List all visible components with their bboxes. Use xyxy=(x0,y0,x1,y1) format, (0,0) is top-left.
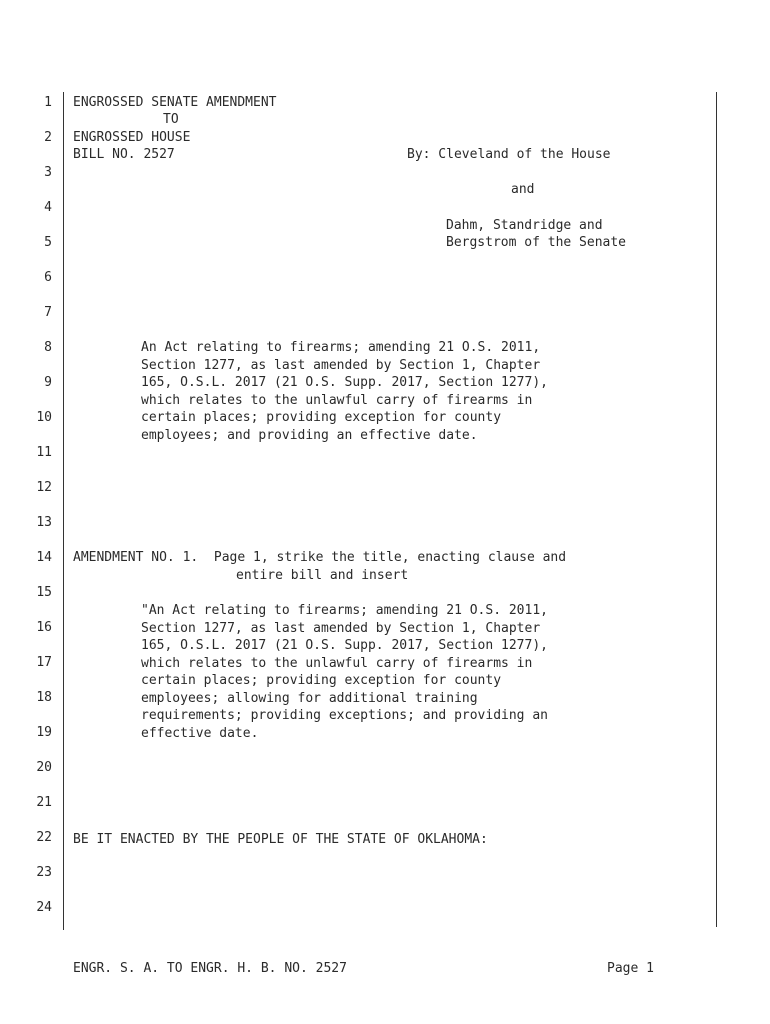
authors-and: and xyxy=(511,182,535,197)
line-number: 24 xyxy=(36,900,52,915)
line-number: 6 xyxy=(44,270,52,285)
left-margin-rule xyxy=(63,92,64,930)
line-number: 11 xyxy=(36,445,52,460)
line-number: 21 xyxy=(36,795,52,810)
line-number: 16 xyxy=(36,620,52,635)
amended-title-line: which relates to the unlawful carry of firearms in xyxy=(141,656,533,671)
footer-bill-reference: ENGR. S. A. TO ENGR. H. B. NO. 2527 xyxy=(73,961,347,976)
title-line: An Act relating to firearms; amending 21 O.S. 2011, xyxy=(141,340,541,355)
line-number: 8 xyxy=(44,340,52,355)
amended-title-line: certain places; providing exception for county xyxy=(141,673,502,688)
line-number: 1 xyxy=(44,95,52,110)
amended-title-line: effective date. xyxy=(141,726,259,741)
right-margin-rule xyxy=(716,92,717,927)
title-line: Section 1277, as last amended by Section 1, Chapter xyxy=(141,358,541,373)
amended-title-line: employees; allowing for additional training xyxy=(141,691,478,706)
line-number: 7 xyxy=(44,305,52,320)
footer-page-number: Page 1 xyxy=(607,961,654,976)
authors-senate-line2: Bergstrom of the Senate xyxy=(446,235,627,250)
line-number: 10 xyxy=(36,410,52,425)
line-number: 15 xyxy=(36,585,52,600)
line-number: 22 xyxy=(36,830,52,845)
line-number: 3 xyxy=(44,165,52,180)
line-number: 17 xyxy=(36,655,52,670)
line-number: 14 xyxy=(36,550,52,565)
header-bill-number: BILL NO. 2527 xyxy=(73,147,175,162)
title-line: employees; and providing an effective date. xyxy=(141,428,478,443)
header-engrossed-senate-amendment: ENGROSSED SENATE AMENDMENT xyxy=(73,95,277,110)
authors-house: By: Cleveland of the House xyxy=(407,147,611,162)
amended-title-line: Section 1277, as last amended by Section 1, Chapter xyxy=(141,621,541,636)
line-number: 19 xyxy=(36,725,52,740)
line-number: 12 xyxy=(36,480,52,495)
line-number: 4 xyxy=(44,200,52,215)
amendment-line1: AMENDMENT NO. 1. Page 1, strike the title, enacting clause and xyxy=(73,550,567,565)
line-number: 5 xyxy=(44,235,52,250)
line-number: 23 xyxy=(36,865,52,880)
title-line: 165, O.S.L. 2017 (21 O.S. Supp. 2017, Section 1277), xyxy=(141,375,548,390)
line-number: 20 xyxy=(36,760,52,775)
line-number: 9 xyxy=(44,375,52,390)
title-line: certain places; providing exception for county xyxy=(141,410,502,425)
amended-title-line: 165, O.S.L. 2017 (21 O.S. Supp. 2017, Section 1277), xyxy=(141,638,548,653)
header-engrossed-house: ENGROSSED HOUSE xyxy=(73,130,191,145)
amendment-line2: entire bill and insert xyxy=(236,568,409,583)
enacting-clause: BE IT ENACTED BY THE PEOPLE OF THE STATE OF OKLAHOMA: xyxy=(73,832,488,847)
title-line: which relates to the unlawful carry of firearms in xyxy=(141,393,533,408)
amended-title-line: requirements; providing exceptions; and providing an xyxy=(141,708,548,723)
line-number: 18 xyxy=(36,690,52,705)
header-to: TO xyxy=(163,112,179,127)
line-number: 2 xyxy=(44,130,52,145)
line-number: 13 xyxy=(36,515,52,530)
amended-title-line: "An Act relating to firearms; amending 21 O.S. 2011, xyxy=(141,603,548,618)
authors-senate-line1: Dahm, Standridge and xyxy=(446,218,603,233)
